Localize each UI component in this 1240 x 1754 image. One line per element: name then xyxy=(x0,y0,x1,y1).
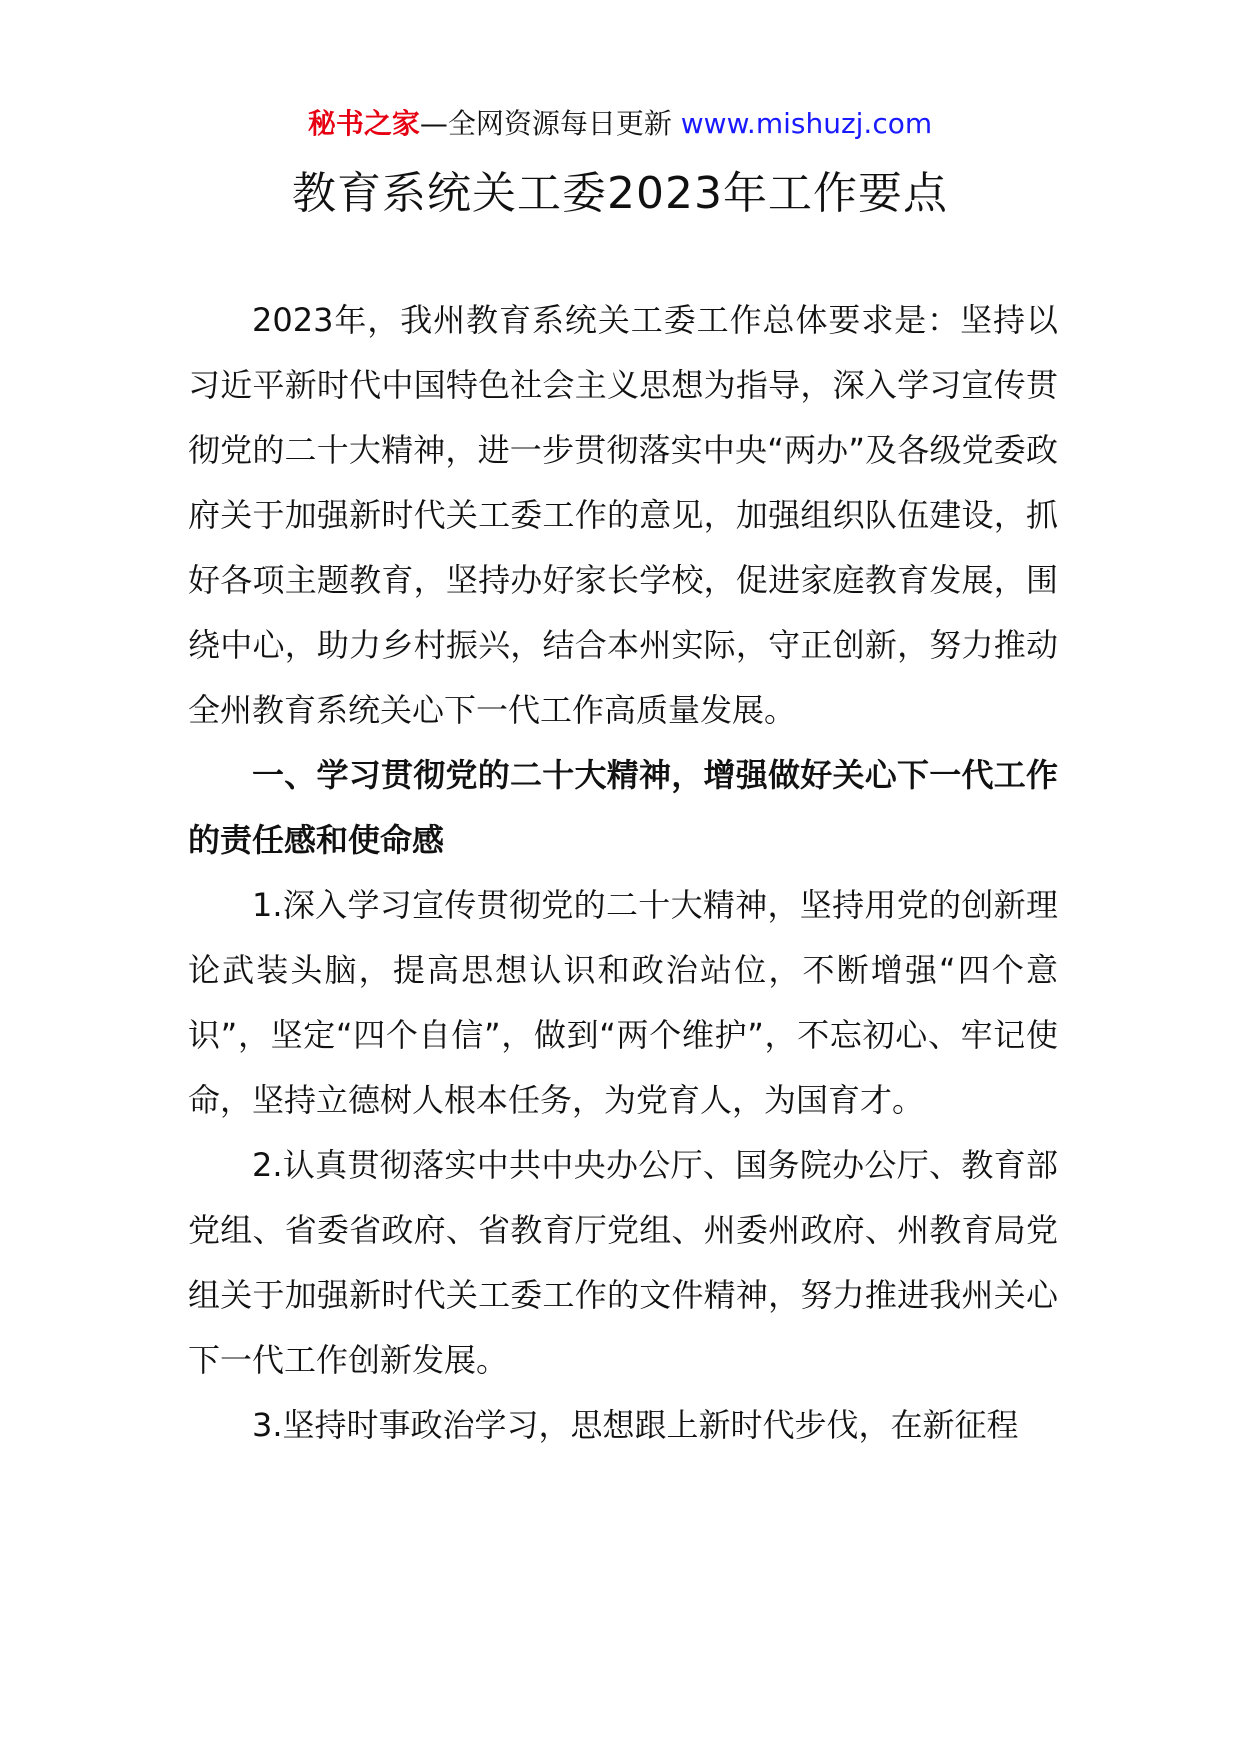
brand-name: 秘书之家 xyxy=(307,107,420,140)
paragraph-item-1: 1.深入学习宣传贯彻党的二十大精神，坚持用党的创新理论武装头脑，提高思想认识和政治站位，不断增强“四个意识”，坚定“四个自信”，做到“两个维护”，不忘初心、牢记使命，坚持立德树人根本任务，为党育人，为国育才。 xyxy=(188,886,1058,1119)
document-title: 教育系统关工委2023年工作要点 xyxy=(292,168,948,219)
site-banner xyxy=(0,104,1240,144)
site-url-link[interactable]: www.mishuzj.com xyxy=(680,107,933,140)
paragraph-item-2: 2.认真贯彻落实中共中央办公厅、国务院办公厅、教育部党组、省委省政府、省教育厅党组、州委州政府、州教育局党组关于加强新时代关工委工作的文件精神，努力推进我州关心下一代工作创新发展。 xyxy=(188,1146,1058,1379)
paragraph-item-3: 3.坚持时事政治学习，思想跟上新时代步伐，在新征程 xyxy=(252,1406,1019,1444)
paragraph-intro: 2023年，我州教育系统关工委工作总体要求是：坚持以习近平新时代中国特色社会主义思想为指导，深入学习宣传贯彻党的二十大精神，进一步贯彻落实中央“两办”及各级党委政府关于加强新时代关工委工作的意见，加强组织队伍建设，抓好各项主题教育，坚持办好家长学校，促进家庭教育发展，围绕中心，助力乡村振兴，结合本州实际，守正创新，努力推动全州教育系统关心下一代工作高质量发展。 xyxy=(188,301,1058,729)
document-body xyxy=(188,288,1058,1458)
slogan: —全网资源每日更新 xyxy=(419,107,681,140)
section-heading-1: 一、学习贯彻党的二十大精神，增强做好关心下一代工作的责任感和使命感 xyxy=(188,756,1058,859)
